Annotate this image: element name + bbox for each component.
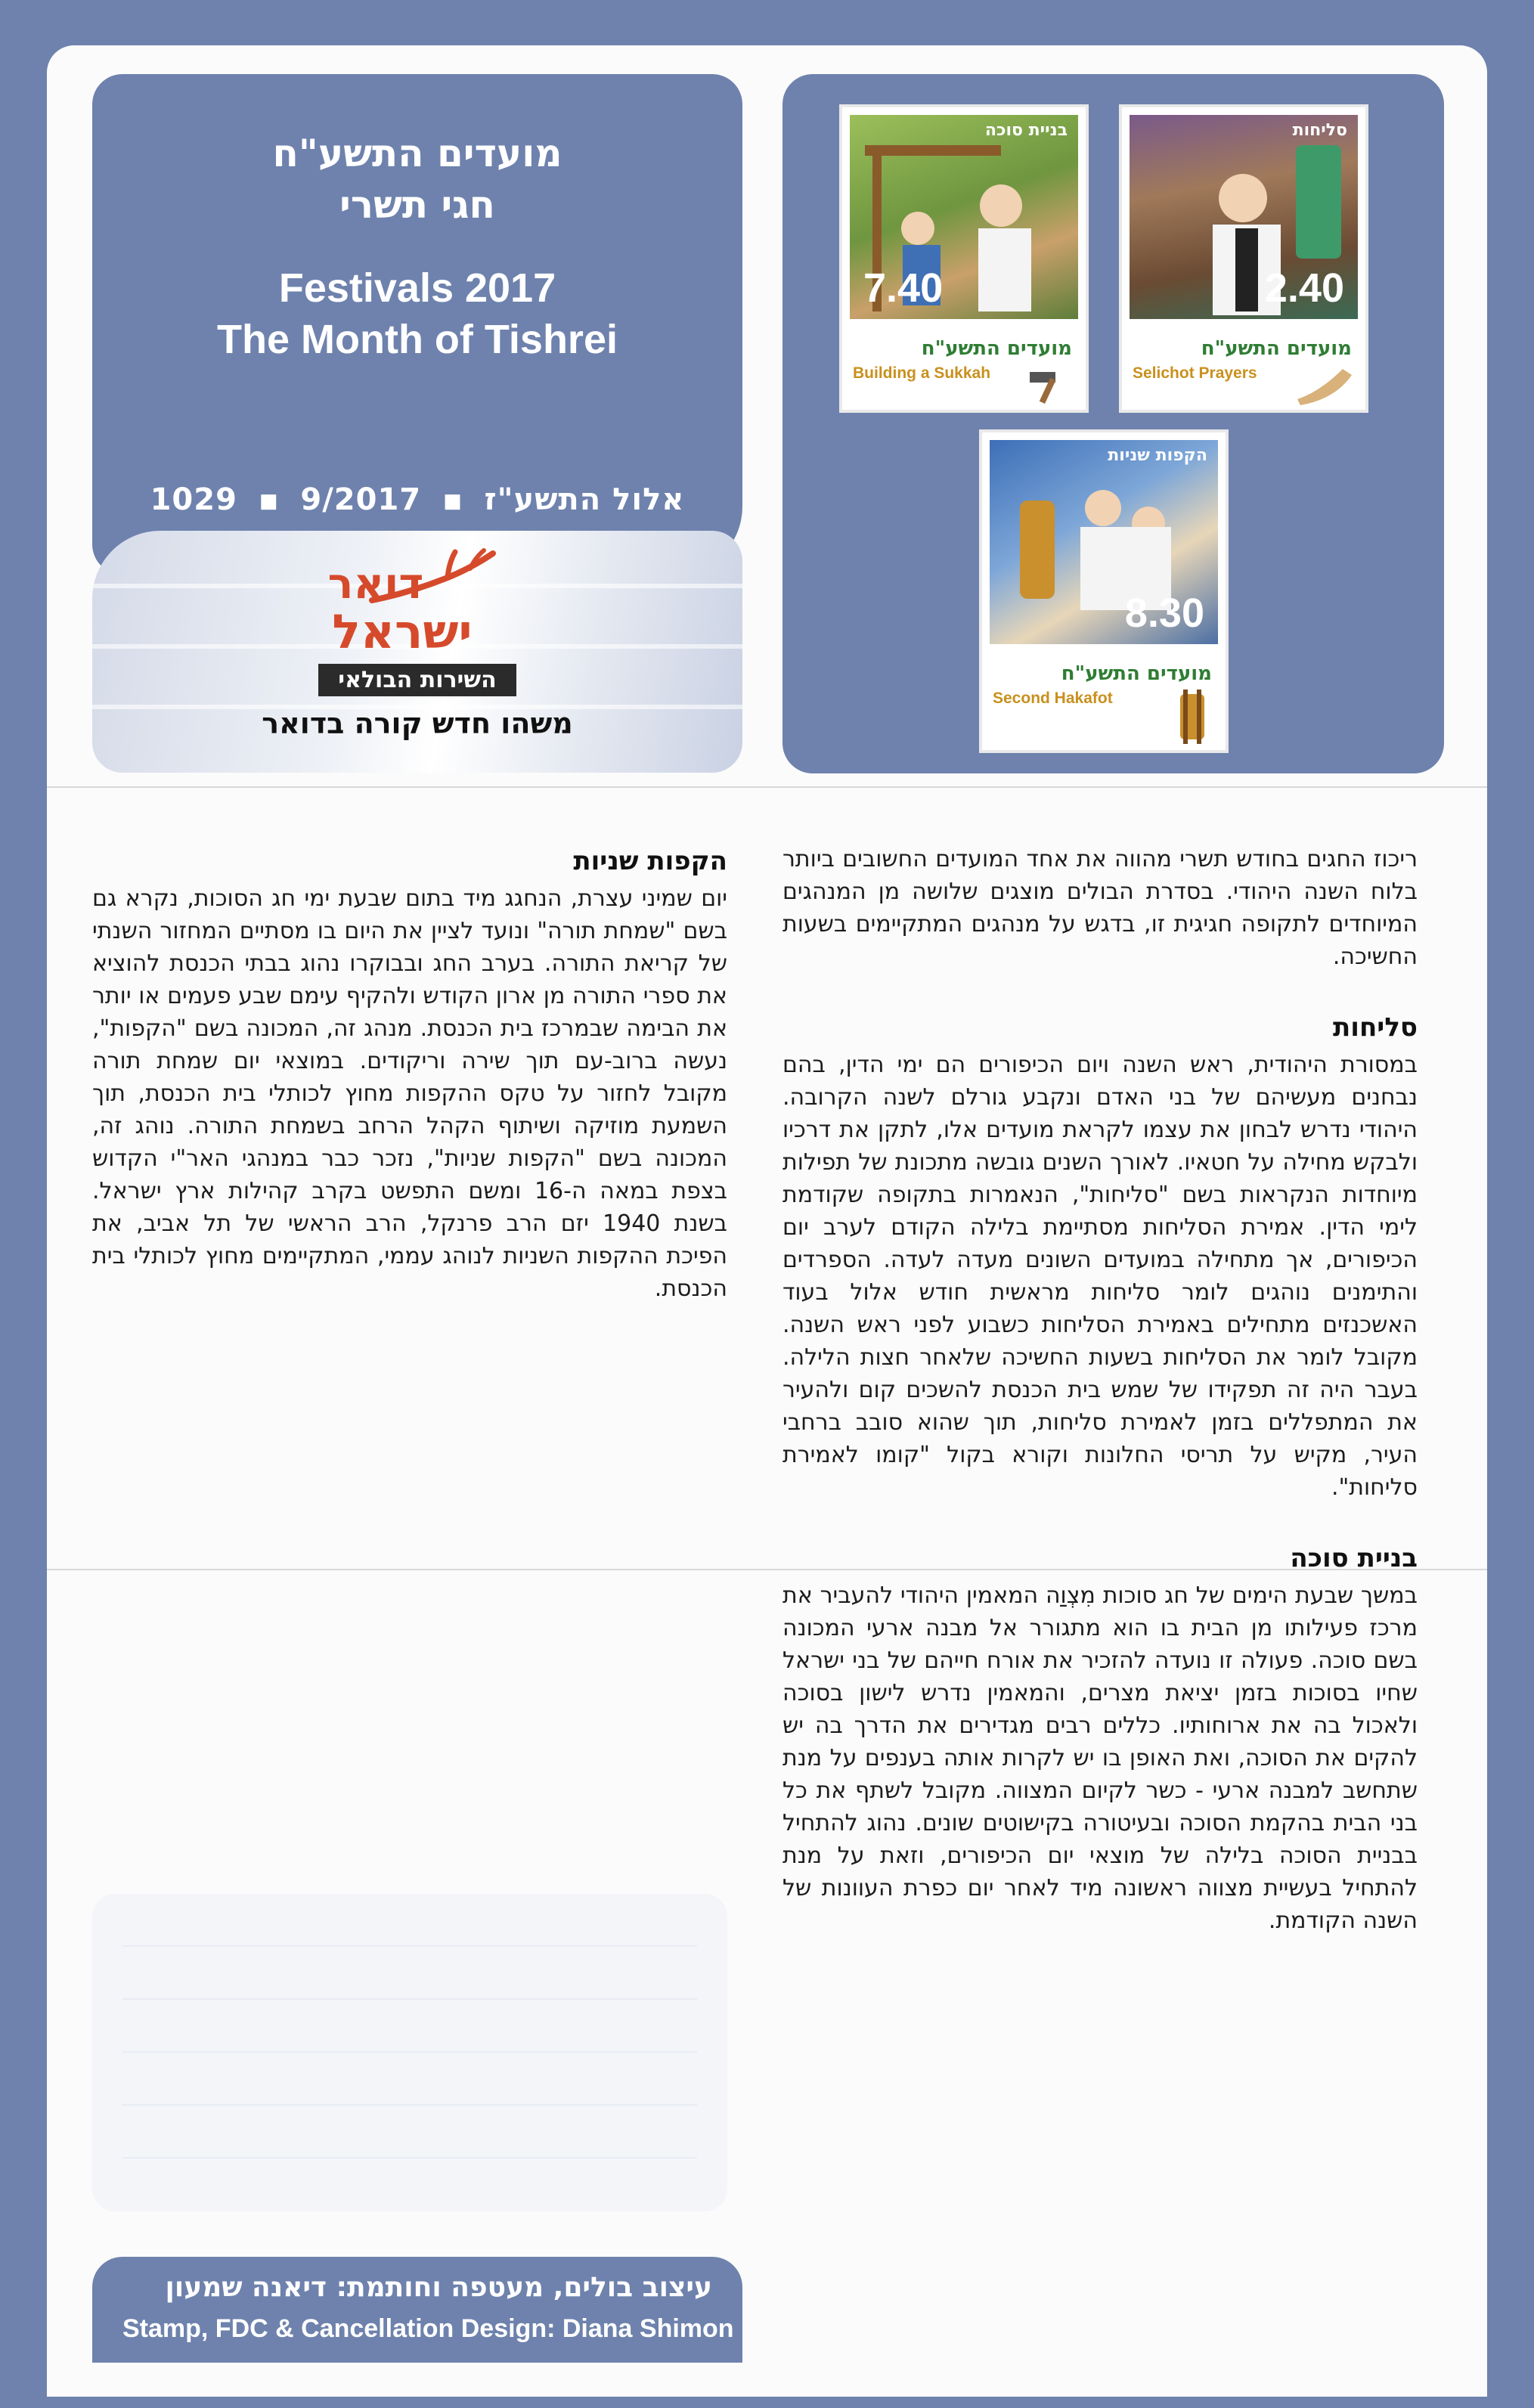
left-text-column <box>92 843 727 1305</box>
faint-row <box>122 2157 697 2159</box>
logo-name-line1: דואר <box>327 559 424 609</box>
spacer <box>782 1504 1418 1540</box>
logo-name-line2: ישראל <box>332 604 473 659</box>
intro-paragraph: ריכוז החגים בחודש תשרי מהווה את אחד המועדים החשובים ביותר בלוח השנה היהודי. בסדרת הבולים מוצגים שלושה מן המנהגים המיוחדים לתקופה חגיגית זו, בדגש על מנהגים המתקיימים בשעות החשיכה. <box>782 846 1418 970</box>
stamp-denomination: 2.40 <box>1264 265 1344 311</box>
stamp-art <box>850 115 1078 319</box>
stamp-tab-hebrew: מועדים התשע"ח <box>1201 337 1352 360</box>
faint-row <box>122 1998 697 2000</box>
design-credits-panel <box>92 2257 742 2363</box>
stamp-second-hakafot <box>979 429 1229 753</box>
stamp-hebrew-name: בניית סוכה <box>984 121 1068 140</box>
stamp-tab-hebrew: מועדים התשע"ח <box>921 337 1072 360</box>
israel-post-logo <box>92 561 742 740</box>
stamp-hebrew-name: סליחות <box>1292 121 1347 140</box>
selichot-heading: סליחות <box>1333 1012 1418 1043</box>
sukkah-heading: בניית סוכה <box>1290 1543 1418 1573</box>
philatelic-service-label: השירות הבולאי <box>318 664 516 696</box>
stamp-tab-english: Building a Sukkah <box>853 364 991 382</box>
stamps-panel <box>782 74 1444 773</box>
stamp-selichot-prayers <box>1119 104 1368 413</box>
spacer <box>782 973 1418 1009</box>
sukkah-paragraph: במשך שבעת הימים של חג סוכות מִצְוַה המאמין היהודי להעביר את מרכז פעילותו מן הבית בו הוא מתגורר אל מבנה ארעי המכונה בשם סוכה. פעולה זו נועדה להזכיר את אורח חייהם של בני ישראל שחיו בסוכות בזמן יציאת מצרים, והמאמין נדרש לישון בסוכה ולאכול בה את ארוחותיו. כללים רבים מגדירים את הדרך בה יש להקים את הסוכה, ואת האופן בו יש לקרות אותה בענפים על מנת שתחשב למבנה ארעי - כשר לקיום המצווה. מקובל לשתף את כל בני הבית בהקמת הסוכה ובעיטורה בקישוטים שונים. נהוג להתחיל בבניית הסוכה בלילה של מוצאי יום הכיפורים, וזאת על מנת להתחיל בעשיית מצווה ראשונה מיד לאחר יום כפרת העוונות של השנה הקודמת. <box>782 1582 1418 1934</box>
logo-panel <box>92 531 742 773</box>
faint-row <box>122 2051 697 2053</box>
faint-row <box>122 1945 697 1947</box>
hakafot-heading: הקפות שניות <box>573 846 727 876</box>
separator-dot-icon: ■ <box>443 490 463 513</box>
stamp-art <box>1130 115 1358 319</box>
faint-row <box>122 2104 697 2106</box>
hakafot-paragraph: יום שמיני עצרת, הנחגג מיד בתום שבעת ימי חג הסוכות, נקרא גם בשם "שמחת תורה" ונועד לציין את היום בו מסתיים המחזור השנתי של קריאת התורה. בערב החג ובבוקרו נהוג בבתי הכנסת להוציא את ספרי התורה מן ארון הקודש ולהקיף עימם שבע פעמים או יותר את הבימה שבמרכז בית הכנסת. מנהג זה, המכונה בשם "הקפות", נעשה ברוב-עם תוך שירה וריקודים. במוצאי יום שמחת תורה מקובל לחזור על טקס ההקפות מחוץ לכותלי בית הכנסת, תוך השמעת מוזיקה ושיתוף הקהל הרחב בשמחת התורה. נוהג זה, המכונה בשם "הקפות שניות", נזכר כבר במנהגי האר"י הקדוש בצפת במאה ה-16 ומשם התפשט בקרב קהילות ארץ ישראל. בשנת 1940 יזם הרב פרנקל, הרב הראשי של תל אביב, את הפיכת ההקפות השניות לנוהג עממי, המתקיימים מחוץ לכותלי בית הכנסת. <box>92 885 727 1302</box>
hebrew-title-line1: מועדים התשע"ח <box>272 132 562 175</box>
hebrew-title-line2: חגי תשרי <box>339 183 495 227</box>
title-panel <box>92 74 742 575</box>
issue-number: 1029 <box>150 482 237 517</box>
stamp-hebrew-name: הקפות שניות <box>1108 446 1207 465</box>
hebrew-date: אלול התשע"ז <box>484 482 685 517</box>
faint-background-box <box>92 1894 727 2211</box>
logo-slogan: משהו חדש קורה בדואר <box>262 707 573 740</box>
stamp-tab-english: Selichot Prayers <box>1133 364 1257 382</box>
stamp-denomination: 8.30 <box>1124 590 1204 636</box>
selichot-paragraph: במסורת היהודית, ראש השנה ויום הכיפורים הם ימי הדין, בהם נבחנים מעשיהם של בני האדם ונקבע גורלם לשנה הקרובה. היהודי נדרש לבחון את עצמו לקראת מועדים אלו, לתקן את דרכיו ולבקש מחילה על חטאיו. לאורך השנים גובשה מתכונת של תפילות מיוחדות הנקראות בשם "סליחות", הנאמרות בתקופה שקודמת לימי הדין. אמירת הסליחות מסתיימת בלילה הקודם לערב יום הכיפורים, אך מתחילה במועדים השונים מעדה לעדה. הספרדים והתימנים נוהגים לומר סליחות מראשית חודש אלול בעוד האשכנזים מתחילים באמירת הסליחות כשבוע לפני ראש השנה. מקובל לומר את הסליחות בשעות החשיכה שלאחר חצות הלילה. בעבר היה זה תפקידו של שמש בית הכנסת להשכים קום ולהעיר את המתפללים בזמן לאמירת סליחות, תוך שהוא סובב ברחבי העיר, מקיש על תריסי החלונות וקורא בקול "קומו לאמירת סליחות". <box>782 1052 1418 1501</box>
stamp-art <box>990 440 1218 644</box>
hammer-icon <box>1022 367 1075 405</box>
shofar-icon <box>1290 361 1358 407</box>
stamp-tab-hebrew: מועדים התשע"ח <box>1061 662 1212 685</box>
credits-english: Stamp, FDC & Cancellation Design: Diana Shimon <box>122 2314 734 2343</box>
stamp-building-sukkah <box>839 104 1089 413</box>
credits-hebrew: עיצוב בולים, מעטפה וחותמת: דיאנה שמעון <box>165 2272 712 2303</box>
issue-line <box>92 482 742 517</box>
issue-date: 9/2017 <box>300 482 422 517</box>
stamp-tab <box>982 652 1226 750</box>
stamp-denomination: 7.40 <box>863 265 944 311</box>
stamp-tab <box>842 327 1086 410</box>
fold-line-top <box>47 786 1487 788</box>
torah-scroll-icon <box>1170 686 1215 747</box>
english-title-line1: Festivals 2017 <box>278 265 556 311</box>
separator-dot-icon: ■ <box>259 490 279 513</box>
stamp-tab-english: Second Hakafot <box>993 690 1113 707</box>
right-text-column <box>782 843 1418 1937</box>
stamp-tab <box>1122 327 1365 410</box>
english-title-line2: The Month of Tishrei <box>217 317 618 362</box>
